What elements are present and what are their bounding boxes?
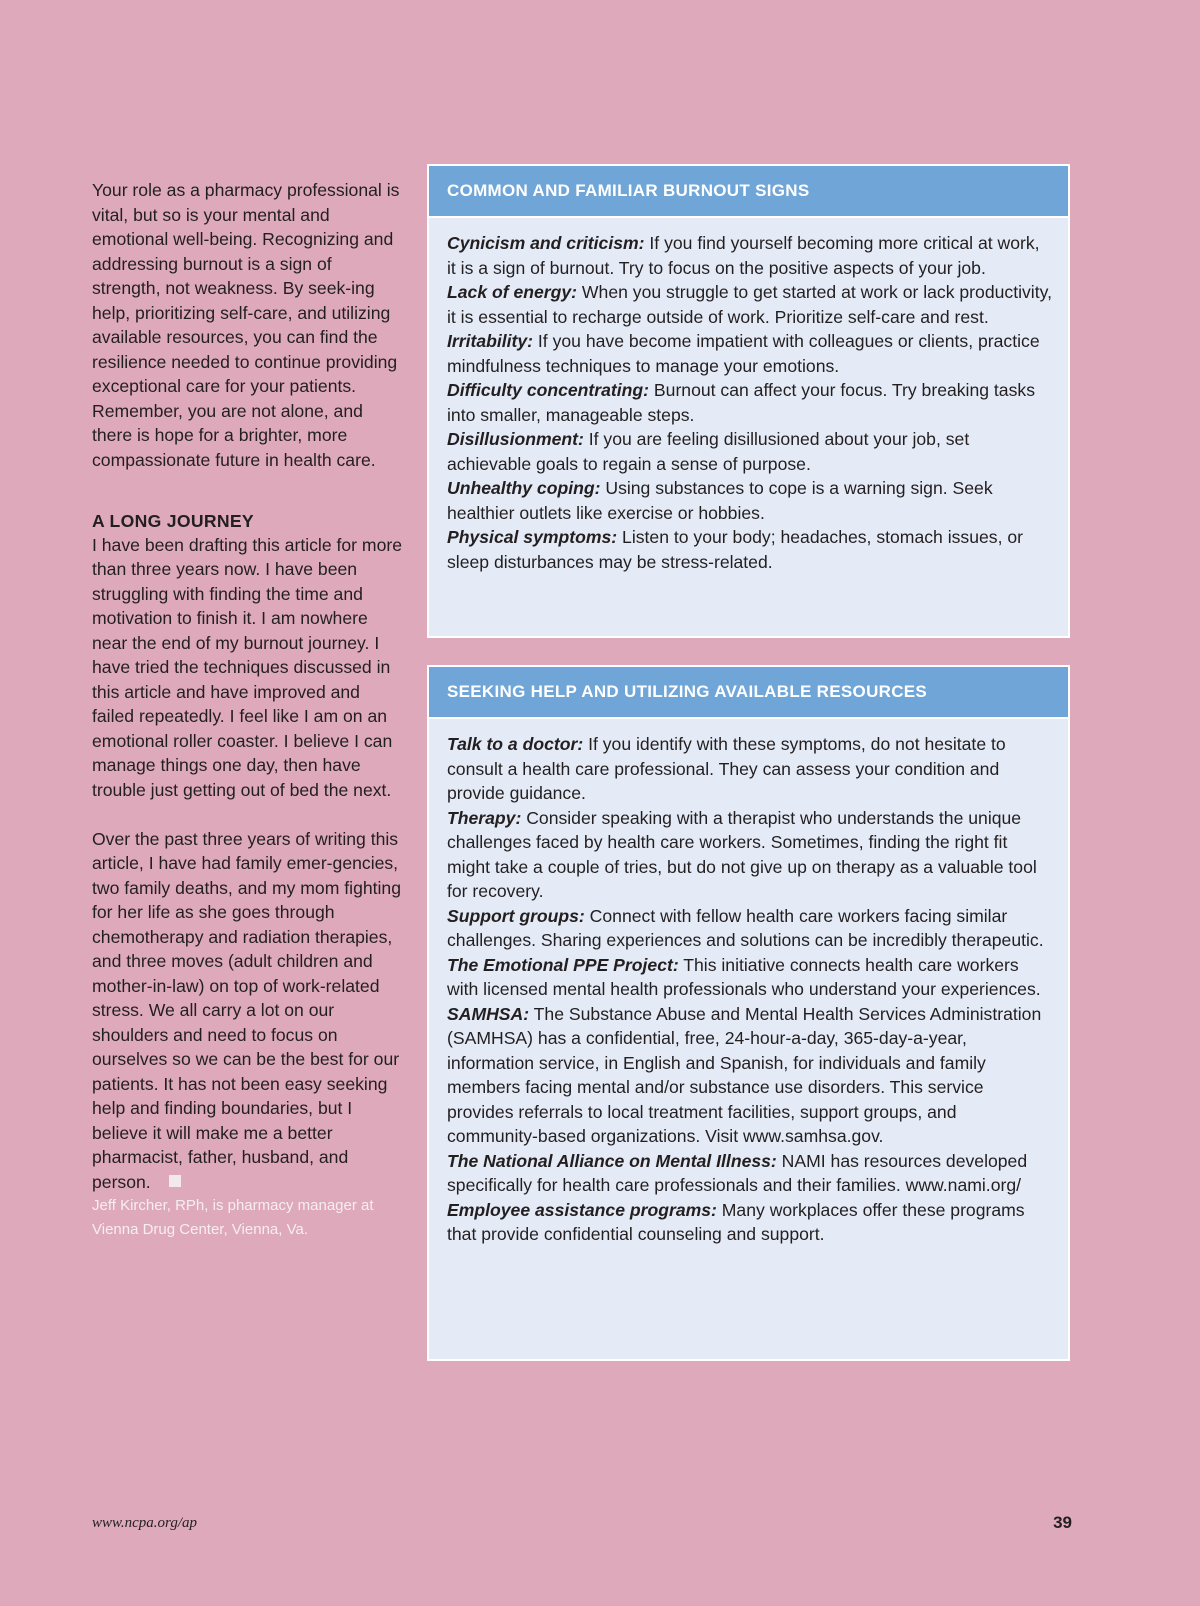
journey-paragraph-1: I have been drafting this article for more than three years now. I have been struggling with finding the time and motivation to finish it. I am nowhere near the end of my burnout journey. I have tried the techniques discussed in this article and have improved and failed repeatedly. I feel like I am on an emotional roller coaster. I believe I can manage things one day, then have trouble just getting out of bed the next. bbox=[92, 534, 403, 800]
item-term: The National Alliance on Mental Illness: bbox=[447, 1150, 777, 1171]
list-item bbox=[447, 806, 1052, 904]
item-text: If you identify with these symptoms, do not hesitate to consult a health care professional. They can assess your condition and provide guidance. bbox=[447, 734, 1006, 803]
list-item bbox=[447, 378, 1052, 427]
item-term: Disillusionment: bbox=[447, 429, 584, 449]
page-number: 39 bbox=[1053, 1513, 1072, 1532]
item-term: Therapy: bbox=[447, 807, 522, 828]
list-item bbox=[447, 329, 1052, 378]
intro-paragraph: Your role as a pharmacy professional is vital, but so is your mental and emotional well-being. Recognizing and addressing burnout is a sign of strength, not weakness. By seek-ing help, prioritizing self-care, and utilizing available resources, you can find the resilience needed to continue providing exceptional care for your patients. Remember, you are not alone, and there is hope for a brighter, more compassionate future in health care. bbox=[92, 180, 400, 470]
item-term: Physical symptoms: bbox=[447, 527, 618, 547]
item-text: This initiative connects health care workers with licensed mental health professionals who understand your experiences. bbox=[447, 954, 1041, 999]
item-text: When you struggle to get started at work or lack productivity, it is essential to recharge outside of work. Prioritize self-care and rest. bbox=[447, 282, 1052, 327]
item-term: Employee assistance programs: bbox=[447, 1199, 717, 1220]
end-of-article-icon bbox=[169, 1175, 181, 1187]
item-term: Lack of energy: bbox=[447, 282, 578, 302]
item-term: Cynicism and criticism: bbox=[447, 233, 645, 253]
list-item bbox=[447, 953, 1052, 1002]
item-term: Talk to a doctor: bbox=[447, 734, 584, 754]
section-heading: A LONG JOURNEY bbox=[92, 510, 254, 531]
item-text: Burnout can affect your focus. Try breaking tasks into smaller, manageable steps. bbox=[447, 380, 1035, 425]
list-item bbox=[447, 476, 1052, 525]
author-byline: Jeff Kircher, RPh, is pharmacy manager at Vienna Drug Center, Vienna, Va. bbox=[92, 1197, 374, 1238]
item-text: The Substance Abuse and Mental Health Services Administration (SAMHSA) has a confidential, free, 24-hour-a-day, 365-day-a-year, information service, in English and Spanish, for individuals and family members facing mental and/or substance use disorders. This service provides referrals to local treatment facilities, support groups, and community-based organizations. Visit www.samhsa.gov. bbox=[447, 1003, 1042, 1146]
item-text: Many workplaces offer these programs that provide confidential counseling and support. bbox=[447, 1199, 1025, 1244]
item-text: NAMI has resources developed specifically for health care professionals and their families. www.nami.org/ bbox=[447, 1150, 1028, 1195]
list-item bbox=[447, 1002, 1052, 1149]
list-item bbox=[447, 231, 1052, 280]
item-text: Using substances to cope is a warning sign. Seek healthier outlets like exercise or hobbies. bbox=[447, 478, 993, 523]
burnout-signs-title: COMMON AND FAMILIAR BURNOUT SIGNS bbox=[429, 166, 1068, 218]
item-text: Connect with fellow health care workers facing similar challenges. Sharing experiences and solutions can be incredibly therapeutic. bbox=[447, 905, 1044, 950]
list-item bbox=[447, 904, 1052, 953]
item-term: Support groups: bbox=[447, 905, 585, 926]
list-item bbox=[447, 1198, 1052, 1247]
resources-title: SEEKING HELP AND UTILIZING AVAILABLE RESOURCES bbox=[429, 667, 1068, 719]
list-item bbox=[447, 732, 1052, 806]
item-term: SAMHSA: bbox=[447, 1003, 530, 1024]
item-text: If you have become impatient with colleagues or clients, practice mindfulness techniques to manage your emotions. bbox=[447, 331, 1040, 376]
list-item bbox=[447, 280, 1052, 329]
item-term: The Emotional PPE Project: bbox=[447, 954, 679, 975]
journey-paragraph-2-text: Over the past three years of writing this article, I have had family emer-gencies, two family deaths, and my mom fighting for her life as she goes through chemotherapy and radiation therapies, and three moves (adult children and mother-in-law) on top of work-related stress. We all carry a lot on our shoulders and need to focus on ourselves so we can be the best for our patients. It has not been easy seeking help and finding boundaries, but I believe it will make me a better pharmacist, father, husband, and person. bbox=[92, 828, 401, 1192]
list-item bbox=[447, 427, 1052, 476]
item-term: Irritability: bbox=[447, 331, 534, 351]
burnout-signs-box bbox=[427, 164, 1070, 638]
list-item bbox=[447, 525, 1052, 574]
item-text: If you are feeling disillusioned about your job, set achievable goals to regain a sense of purpose. bbox=[447, 429, 970, 474]
footer-url: www.ncpa.org/ap bbox=[92, 1515, 198, 1531]
resources-box bbox=[427, 665, 1070, 1361]
list-item bbox=[447, 1149, 1052, 1198]
item-text: Listen to your body; headaches, stomach issues, or sleep disturbances may be stress-related. bbox=[447, 527, 1023, 572]
journey-paragraph-2 bbox=[92, 827, 404, 1195]
item-text: Consider speaking with a therapist who understands the unique challenges faced by health care workers. Sometimes, finding the right fit might take a couple of tries, but do not give up on therapy as a valuable tool for recovery. bbox=[447, 807, 1037, 901]
left-column bbox=[92, 178, 404, 1242]
item-text: If you find yourself becoming more critical at work, it is a sign of burnout. Try to focus on the positive aspects of your job. bbox=[447, 233, 1040, 278]
item-term: Unhealthy coping: bbox=[447, 478, 601, 498]
item-term: Difficulty concentrating: bbox=[447, 380, 650, 400]
